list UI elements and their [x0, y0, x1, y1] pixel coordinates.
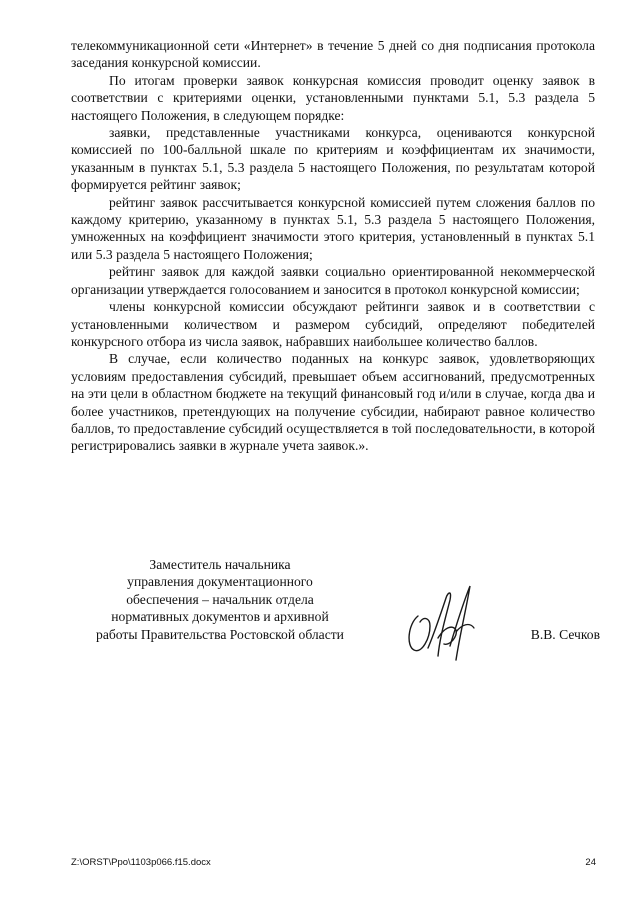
paragraph-7: В случае, если количество поданных на конкурс заявок, удовлетворяющих условиям предоставления субсидий, превышает объем ассигнований, предусмотренных на эти цели в областном бюджете на текущий финансовый год и/или в случае, когда два и более участников, претендующих на получение субсидии, набирают равное количество баллов, то предоставление субсидий осуществляется в той последовательности, в которой регистрировались заявки в журнале учета заявок.». — [71, 351, 596, 454]
handwritten-signature — [400, 576, 480, 666]
paragraph-1: телекоммуникационной сети «Интернет» в течение 5 дней со дня подписания протокола заседания конкурсной комиссии. — [71, 38, 595, 71]
signatory-title-line: управления документационного — [127, 574, 313, 590]
signatory-name: В.В. Сечков — [530, 627, 600, 642]
page-number: 24 — [585, 857, 596, 868]
signatory-title-line: работы Правительства Ростовской области — [96, 626, 344, 642]
signatory-title-line: нормативных документов и архивной — [111, 609, 329, 625]
signatory-title — [60, 556, 380, 643]
signatory-title-line: обеспечения – начальник отдела — [126, 591, 314, 607]
paragraph-6: члены конкурсной комиссии обсуждают рейтинги заявок и в соответствии с установленными количеством и размером субсидий, определяют победителей конкурсного отбора из числа заявок, набравших наибольшее количество баллов. — [71, 299, 595, 349]
paragraph-2: По итогам проверки заявок конкурсная комиссия проводит оценку заявок в соответствии с критериями оценки, установленными пунктами 5.1, 5.3 раздела 5 настоящего Положения, в следующем порядке: — [71, 72, 595, 123]
footer-file-path: Z:\ORST\Ppo\1103p066.f15.docx — [71, 857, 211, 868]
paragraph-3: заявки, представленные участниками конкурса, оцениваются конкурсной комиссией по 100-балльной шкале по критериям и коэффициентам их значимости, указанным в пунктах 5.1, 5.3 раздела 5 настоящего Положения, по результатам которой формируется рейтинг заявок; — [71, 125, 595, 193]
document-body — [71, 37, 595, 455]
paragraph-5: рейтинг заявок для каждой заявки социально ориентированной некоммерческой организации утверждается голосованием и заносится в протокол конкурсной комиссии; — [71, 264, 595, 297]
signature-block — [60, 556, 600, 666]
signatory-title-line: Заместитель начальника — [149, 557, 291, 572]
paragraph-4: рейтинг заявок рассчитывается конкурсной комиссией путем сложения баллов по каждому критерию, указанному в пунктах 5.1, 5.3 раздела 5 настоящего Положения, умноженных на коэффициент значимости этого критерия, установленный в пунктах 5.1 или 5.3 раздела 5 настоящего Положения; — [71, 194, 595, 262]
